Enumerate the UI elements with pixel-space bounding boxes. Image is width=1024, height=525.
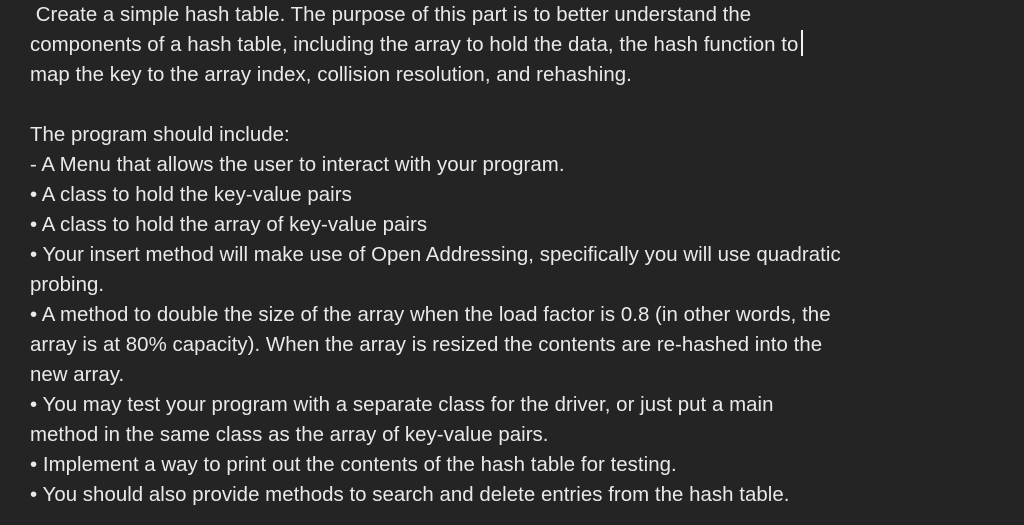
list-line: method in the same class as the array of key-value pairs. — [30, 424, 549, 446]
intro-line-with-caret — [30, 30, 1000, 60]
document-text[interactable] — [30, 0, 1000, 510]
list-line: - A Menu that allows the user to interact with your program. — [30, 154, 565, 176]
list-line: • You should also provide methods to search and delete entries from the hash table. — [30, 484, 790, 506]
list-line: probing. — [30, 274, 105, 296]
list-line: • You may test your program with a separate class for the driver, or just put a main — [30, 394, 774, 416]
list-line: • A class to hold the key-value pairs — [30, 184, 352, 206]
list-line: array is at 80% capacity). When the array is resized the contents are re-hashed into the — [30, 334, 823, 356]
paragraph-gap — [30, 90, 1000, 120]
list-line: • A method to double the size of the array when the load factor is 0.8 (in other words, the — [30, 304, 831, 326]
text-caret — [801, 30, 803, 56]
intro-line-text: components of a hash table, including the array to hold the data, the hash function to — [30, 34, 799, 56]
intro-line: map the key to the array index, collision resolution, and rehashing. — [30, 64, 632, 86]
list-line: • Implement a way to print out the contents of the hash table for testing. — [30, 454, 677, 476]
intro-line: Create a simple hash table. The purpose of this part is to better understand the — [30, 4, 752, 26]
include-heading: The program should include: — [30, 124, 290, 146]
list-line: new array. — [30, 364, 125, 386]
list-line: • Your insert method will make use of Open Addressing, specifically you will use quadratic — [30, 244, 841, 266]
list-line: • A class to hold the array of key-value pairs — [30, 214, 428, 236]
